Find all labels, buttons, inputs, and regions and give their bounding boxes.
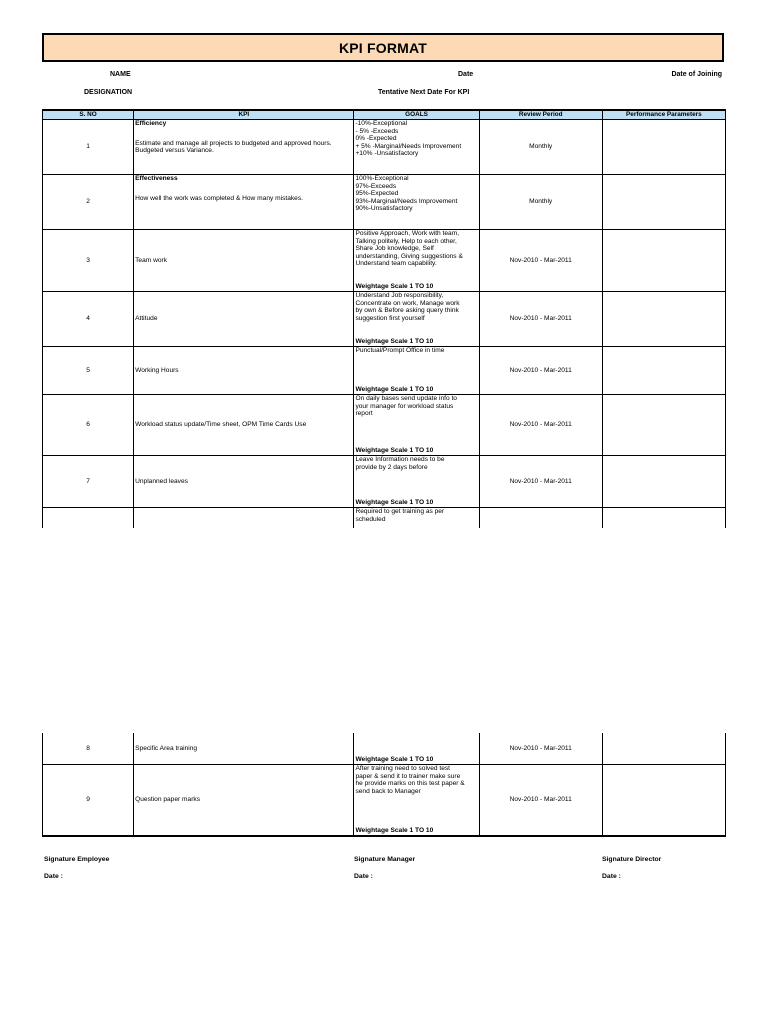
row-sno: 4 — [43, 292, 134, 347]
kpi-description: Unplanned leaves — [135, 477, 188, 485]
signature-manager-label: Signature Manager — [354, 856, 416, 863]
goal-line: Concentrate on work, Manage work — [355, 299, 460, 307]
goal-line: provide by 2 days before — [355, 463, 428, 471]
row-review-period: Nov-2010 - Mar-2011 — [479, 292, 602, 347]
row-performance-parameters — [602, 395, 725, 456]
row-goals — [354, 292, 479, 347]
row-review-period: Nov-2010 - Mar-2011 — [479, 765, 602, 837]
goals-wrap — [355, 175, 477, 229]
kpi-description: Specific Area training — [135, 744, 198, 752]
row-sno: 6 — [43, 395, 134, 456]
goal-line: +10% -Unsatisfactory — [355, 150, 419, 158]
goal-line: Understand Job responsibility, — [355, 292, 444, 299]
weightage-scale: Weightage Scale 1 TO 10 — [355, 447, 434, 455]
row-sno: 8 — [43, 733, 134, 765]
goal-line: 95%-Expected — [355, 190, 399, 198]
signature-employee-label: Signature Employee — [44, 856, 110, 863]
table-row — [43, 347, 726, 395]
kpi-description: Question paper marks — [135, 796, 200, 804]
goal-line: Share Job knowledge, Self — [355, 245, 434, 253]
row-kpi — [134, 395, 354, 456]
goals-wrap — [355, 292, 477, 346]
weightage-scale: Weightage Scale 1 TO 10 — [355, 386, 434, 394]
row-performance-parameters — [602, 347, 725, 395]
goals-list — [355, 292, 477, 322]
kpi-description: Working Hours — [135, 366, 179, 374]
table-row — [43, 395, 726, 456]
table-row — [43, 175, 726, 230]
row-sno: 5 — [43, 347, 134, 395]
row-kpi — [134, 292, 354, 347]
row-performance-parameters — [602, 456, 725, 508]
row-kpi — [134, 175, 354, 230]
row-goals — [354, 456, 479, 508]
goals-list — [355, 765, 477, 795]
weightage-scale: Weightage Scale 1 TO 10 — [355, 756, 434, 764]
weightage-scale: Weightage Scale 1 TO 10 — [355, 283, 434, 291]
employee-date-label: Date : — [44, 873, 63, 880]
goals-wrap — [355, 765, 477, 835]
row-goals — [354, 395, 479, 456]
goals-wrap — [355, 456, 477, 507]
goal-line: Talking politely, Help to each other, — [355, 237, 457, 245]
header-sno: S. NO — [43, 110, 134, 120]
goals-list — [355, 175, 477, 213]
row-review-period — [479, 508, 602, 528]
table-row — [43, 292, 726, 347]
goal-line: - 5% -Exceeds — [355, 127, 399, 135]
goals-wrap — [355, 120, 477, 174]
row-goals — [354, 347, 479, 395]
header-kpi: KPI — [134, 110, 354, 120]
manager-date-label: Date : — [354, 873, 373, 880]
name-label: NAME — [110, 71, 131, 78]
goal-line: Leave Information needs to be — [355, 456, 445, 463]
row-kpi — [134, 733, 354, 765]
goal-line: 90%-Unsatisfactory — [355, 205, 413, 213]
signature-director-label: Signature Director — [602, 856, 662, 863]
goal-line: scheduled — [355, 515, 386, 523]
goal-line: suggestion first yourself — [355, 314, 425, 322]
goal-line: paper & send it to trainer make sure — [355, 772, 461, 780]
table-row-partial — [43, 508, 726, 528]
goal-line: -10%-Exceptional — [355, 120, 408, 127]
row-performance-parameters — [602, 733, 725, 765]
goals-wrap — [355, 230, 477, 291]
row-goals — [354, 175, 479, 230]
header-review-period: Review Period — [479, 110, 602, 120]
kpi-description: Workload status update/Time sheet, OPM Time Cards Use — [135, 421, 307, 429]
kpi-format-title — [42, 33, 724, 62]
row-sno — [43, 508, 134, 528]
row-kpi — [134, 456, 354, 508]
row-review-period: Nov-2010 - Mar-2011 — [479, 456, 602, 508]
row-review-period: Monthly — [479, 120, 602, 175]
goal-line: understanding, Giving suggestions & — [355, 252, 463, 260]
goals-list — [355, 120, 477, 158]
row-performance-parameters — [602, 292, 725, 347]
goals-wrap — [355, 733, 477, 764]
goal-line: Positive Approach, Work with team, — [355, 230, 460, 237]
row-performance-parameters — [602, 175, 725, 230]
row-goals — [354, 120, 479, 175]
row-kpi — [134, 765, 354, 837]
goals-list — [355, 395, 477, 418]
table-row — [43, 456, 726, 508]
row-performance-parameters — [602, 230, 725, 292]
designation-label: DESIGNATION — [84, 89, 133, 96]
goal-line: + 5% -Marginal/Needs Improvement — [355, 142, 462, 150]
row-kpi — [134, 230, 354, 292]
goal-line: 100%-Exceptional — [355, 175, 409, 182]
goal-line: Understand team capability. — [355, 260, 437, 268]
row-review-period: Nov-2010 - Mar-2011 — [479, 230, 602, 292]
row-review-period: Nov-2010 - Mar-2011 — [479, 347, 602, 395]
row-review-period: Nov-2010 - Mar-2011 — [479, 733, 602, 765]
table-row — [43, 765, 726, 837]
goal-line: Punctual/Prompt Office in time — [355, 347, 445, 354]
kpi-description: Estimate and manage all projects to budgeted and approved hours. Budgeted versus Variance. — [135, 139, 332, 155]
date-of-joining-label: Date of Joining — [671, 71, 722, 78]
next-kpi-date-label: Tentative Next Date For KPI — [378, 89, 470, 96]
goal-line: 0% -Expected — [355, 135, 397, 143]
row-sno: 3 — [43, 230, 134, 292]
goal-line: he provide marks on this test paper & — [355, 780, 465, 788]
row-performance-parameters — [602, 120, 725, 175]
kpi-title: Effectiveness — [135, 175, 178, 182]
goal-line: your manager for workload status — [355, 402, 454, 410]
weightage-scale: Weightage Scale 1 TO 10 — [355, 499, 434, 507]
goal-line: by own & Before asking query think — [355, 307, 459, 315]
weightage-scale: Weightage Scale 1 TO 10 — [355, 338, 434, 346]
table-row — [43, 120, 726, 175]
goals-list — [355, 230, 477, 268]
table-row — [43, 733, 726, 765]
kpi-table-top — [42, 109, 726, 528]
goals-wrap — [355, 395, 477, 455]
kpi-table-bottom — [42, 733, 726, 837]
kpi-description: Attitude — [135, 315, 158, 323]
row-sno: 7 — [43, 456, 134, 508]
row-kpi — [134, 508, 354, 528]
header-goals: GOALS — [354, 110, 479, 120]
goal-line: 97%-Exceeds — [355, 182, 397, 190]
row-review-period: Monthly — [479, 175, 602, 230]
goal-line: 93%-Marginal/Needs Improvement — [355, 197, 458, 205]
director-date-label: Date : — [602, 873, 621, 880]
weightage-scale: Weightage Scale 1 TO 10 — [355, 827, 434, 835]
row-performance-parameters — [602, 508, 725, 528]
header-performance-parameters: Performance Parameters — [602, 110, 725, 120]
kpi-description: Team work — [135, 256, 168, 264]
page-title: KPI FORMAT — [338, 39, 428, 56]
row-goals — [354, 765, 479, 837]
goal-line: After training need to solved test — [355, 765, 451, 772]
row-kpi — [134, 120, 354, 175]
table-header-row — [43, 110, 726, 120]
kpi-title: Efficiency — [135, 120, 167, 127]
table-row — [43, 230, 726, 292]
goals-wrap — [355, 347, 477, 394]
date-label: Date — [458, 71, 474, 78]
goal-line: report — [355, 410, 373, 418]
goal-line: On daily bases send update info to — [355, 395, 457, 402]
kpi-description: How well the work was completed & How many mistakes. — [135, 194, 303, 202]
row-goals — [354, 733, 479, 765]
row-sno: 2 — [43, 175, 134, 230]
row-goals — [354, 230, 479, 292]
goal-line: send back to Manager — [355, 787, 421, 795]
row-kpi — [134, 347, 354, 395]
row-review-period: Nov-2010 - Mar-2011 — [479, 395, 602, 456]
goal-line: Required to get training as per — [355, 508, 445, 515]
row-goals — [354, 508, 479, 528]
row-sno: 1 — [43, 120, 134, 175]
goals-list — [355, 456, 477, 471]
row-sno: 9 — [43, 765, 134, 837]
row-performance-parameters — [602, 765, 725, 837]
goals-list — [355, 347, 477, 355]
